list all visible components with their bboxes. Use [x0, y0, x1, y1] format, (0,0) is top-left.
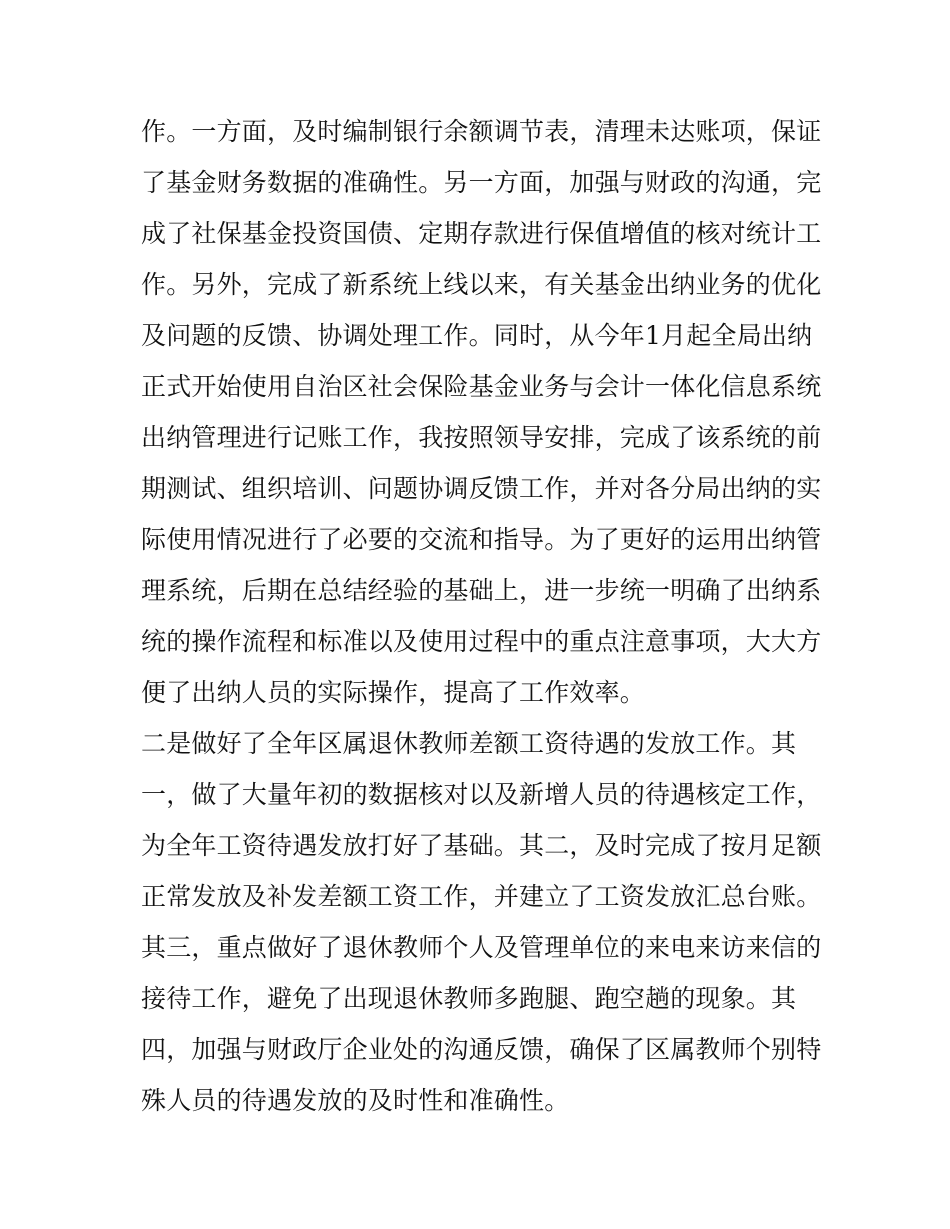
text-line-7: 出纳管理进行记账工作，我按照领导安排，完成了该系统的前 — [141, 423, 822, 452]
text-line-12: 便了出纳人员的实际操作，提高了工作效率。 — [141, 678, 646, 707]
body-text — [141, 106, 821, 1126]
text-line-16: 正常发放及补发差额工资工作，并建立了工资发放汇总台账。 — [141, 882, 822, 911]
text-line-4: 作。另外，完成了新系统上线以来，有关基金出纳业务的优化 — [141, 270, 822, 299]
text-line-6: 正式开始使用自治区社会保险基金业务与会计一体化信息系统 — [141, 372, 822, 401]
text-line-5: 及问题的反馈、协调处理工作。同时，从今年1月起全局出纳 — [141, 321, 813, 350]
text-line-15: 为全年工资待遇发放打好了基础。其二，及时完成了按月足额 — [141, 831, 822, 860]
text-line-3: 成了社保基金投资国债、定期存款进行保值增值的核对统计工 — [141, 219, 822, 248]
text-line-18: 接待工作，避免了出现退休教师多跑腿、跑空趟的现象。其 — [141, 984, 797, 1013]
text-line-8: 期测试、组织培训、问题协调反馈工作，并对各分局出纳的实 — [141, 474, 822, 503]
text-line-14: 一，做了大量年初的数据核对以及新增人员的待遇核定工作， — [141, 780, 822, 809]
text-line-20: 殊人员的待遇发放的及时性和准确性。 — [141, 1086, 570, 1115]
text-line-2: 了基金财务数据的准确性。另一方面，加强与财政的沟通，完 — [141, 168, 822, 197]
text-line-11: 统的操作流程和标准以及使用过程中的重点注意事项，大大方 — [141, 627, 822, 656]
text-line-19: 四，加强与财政厅企业处的沟通反馈，确保了区属教师个别特 — [141, 1035, 822, 1064]
text-line-9: 际使用情况进行了必要的交流和指导。为了更好的运用出纳管 — [141, 525, 822, 554]
text-line-10: 理系统，后期在总结经验的基础上，进一步统一明确了出纳系 — [141, 576, 822, 605]
text-line-13: 二是做好了全年区属退休教师差额工资待遇的发放工作。其 — [141, 729, 797, 758]
text-line-17: 其三，重点做好了退休教师个人及管理单位的来电来访来信的 — [141, 933, 822, 962]
text-line-1: 作。一方面，及时编制银行余额调节表，清理未达账项，保证 — [141, 117, 822, 146]
